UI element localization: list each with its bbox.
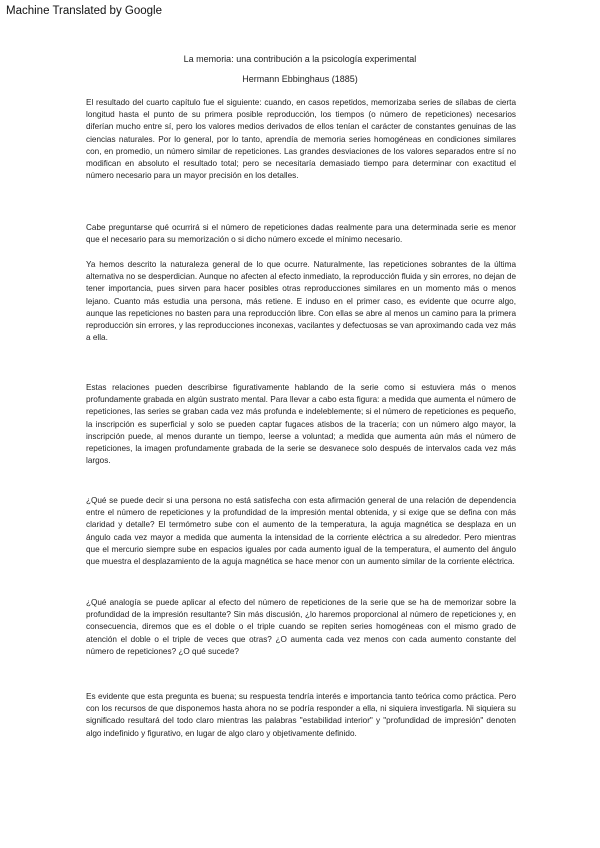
paragraph-2: Cabe preguntarse qué ocurrirá si el número de repeticiones dadas realmente para una determinada serie es menor que el necesario para su memorización o si dicho número excede el mínimo necesario. (86, 223, 516, 245)
document-title: La memoria: una contribución a la psicología experimental (183, 54, 417, 64)
paragraph-3: Ya hemos descrito la naturaleza general de lo que ocurre. Naturalmente, las repeticiones sobrantes de la última alternativa no se desperdician. Aunque no afecten al efecto inmediato, la reproducción fluida y sin errores, no dejan de tener importancia, pues sirven para hacer posibles otras reproducciones similares en un momento más o menos lejano. Cuanto más estudia una persona, más retiene. E induso en el primer caso, es evidente que ocurre algo, aunque las repeticiones no basten para una reproducción libre. Con ellas se abre al menos un camino para la primera reproducción sin errores, y las reproducciones inconexas, vacilantes y defectuosas se van aproximando cada vez más a ella. (86, 260, 516, 343)
machine-translation-banner: Machine Translated by Google (6, 5, 162, 17)
document-author: Hermann Ebbinghaus (1885) (242, 74, 358, 84)
paragraph-4: Estas relaciones pueden describirse figurativamente hablando de la serie como si estuviera más o menos profundamente grabada en algún sustrato mental. Para llevar a cabo esta figura: a medida que aumenta el número de repeticiones, las series se graban cada vez más profunda e indeleblemente; si el número de repeticiones es pequeño, la inscripción es superficial y solo se pueden captar fugaces atisbos de la tracería; con un número algo mayor, la inscripción puede, al menos durante un tiempo, leerse a voluntad; a medida que aumenta aún más el número de repeticiones, la imagen profundamente grabada de la serie se desvanece solo después de intervalos cada vez más largos. (86, 383, 516, 466)
paragraph-6: ¿Qué analogía se puede aplicar al efecto del número de repeticiones de la serie que se ha de memorizar sobre la profundidad de la impresión resultante? Sin más discusión, ¿lo haremos proporcional al número de repeticiones y, en consecuencia, diremos que es el doble o el triple cuando se repiten series homogéneas con el mismo grado de atención el doble o el triple de veces que otras? ¿O aumenta cada vez menos con cada aumento constante del número de repeticiones? ¿O qué sucede? (86, 598, 516, 656)
paragraph-7: Es evidente que esta pregunta es buena; su respuesta tendría interés e importancia tanto teórica como práctica. Pero con los recursos de que disponemos hasta ahora no se podría responder a ella, ni siquiera investigarla. Ni siquiera su significado resultará del todo claro mientras las palabras "estabilidad interior" y "profundidad de impresión" denoten algo indefinido y figurativo, en lugar de algo claro y objetivamente definido. (86, 692, 516, 738)
paragraph-1: El resultado del cuarto capítulo fue el siguiente: cuando, en casos repetidos, memorizaba series de sílabas de cierta longitud hasta el punto de su primera posible reproducción, los tiempos (o número de repeticiones) necesarios diferían mucho entre sí, pero los valores medios derivados de ellos tenían el carácter de constantes genuinas de las ciencias naturales. Por lo general, por lo tanto, aprendía de memoria series homogéneas en condiciones similares con, en promedio, un número similar de repeticiones. Las grandes desviaciones de los valores separados entre sí no modifican en absoluto el resultado total; pero se necesitaría demasiado tiempo para determinar con exactitud el número necesario para un mayor precisión en los detalles. (86, 98, 516, 181)
paragraph-5: ¿Qué se puede decir si una persona no está satisfecha con esta afirmación general de una relación de dependencia entre el número de repeticiones y la profundidad de la impresión mental obtenida, y si exige que se defina con más claridad y detalle? El termómetro sube con el aumento de la temperatura, la aguja magnética se desplaza en un ángulo cada vez mayor a medida que aumenta la intensidad de la corriente eléctrica a su alrededor. Pero mientras que el mercurio siempre sube en espacios iguales por cada aumento igual de la temperatura, el aumento del ángulo que muestra el desplazamiento de la aguja magnética se hace menor con un aumento similar de la corriente eléctrica. (86, 496, 516, 567)
